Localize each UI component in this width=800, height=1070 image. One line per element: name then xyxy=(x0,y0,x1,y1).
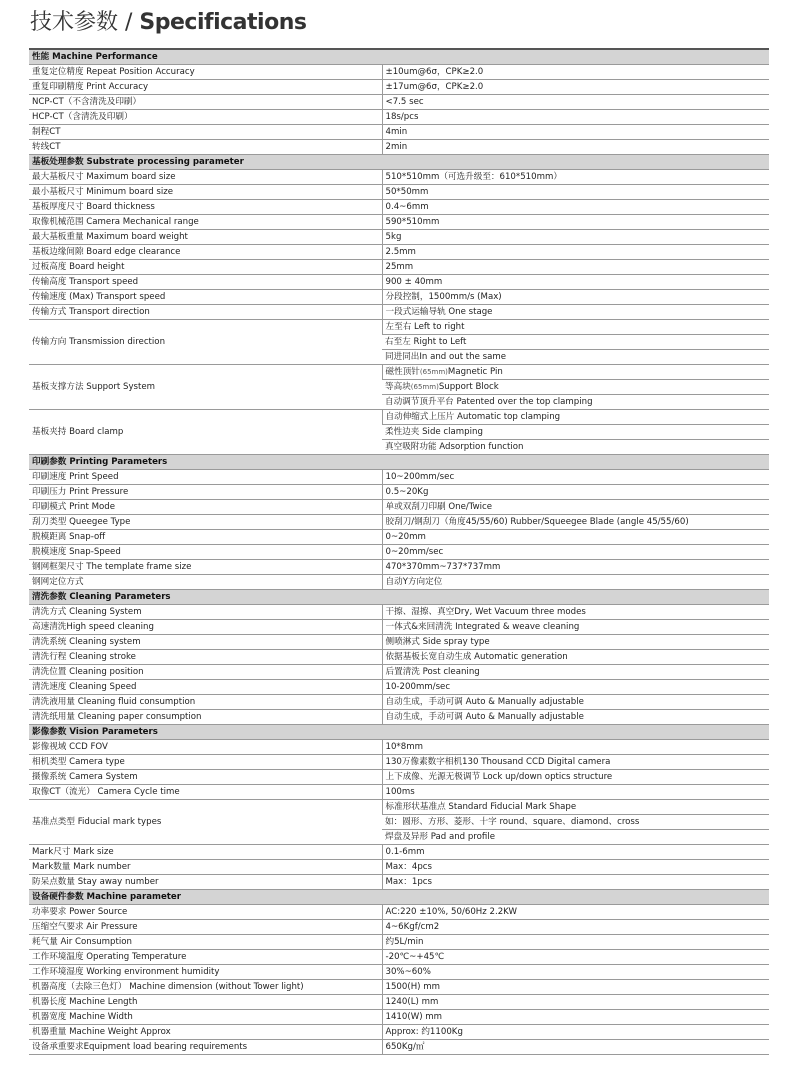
section-header-row xyxy=(29,725,769,740)
spec-value: 自动生成，手动可调 Auto & Manually adjustable xyxy=(382,710,769,725)
spec-label: 脱模速度 Snap-Speed xyxy=(29,545,382,560)
spec-value: 4~6Kgf/cm2 xyxy=(382,920,769,935)
spec-value: 510*510mm（可选升级至：610*510mm） xyxy=(382,170,769,185)
spec-value: 590*510mm xyxy=(382,215,769,230)
spec-row xyxy=(29,935,769,950)
spec-row xyxy=(29,545,769,560)
spec-value: 2min xyxy=(382,140,769,155)
spec-label: 最小基板尺寸 Minimum board size xyxy=(29,185,382,200)
spec-label: 制程CT xyxy=(29,125,382,140)
spec-value: 约5L/min xyxy=(382,935,769,950)
spec-row xyxy=(29,950,769,965)
spec-value: 后置清洗 Post cleaning xyxy=(382,665,769,680)
spec-value: 10*8mm xyxy=(382,740,769,755)
section-title: 设备硬件参数 Machine parameter xyxy=(29,890,769,905)
spec-row xyxy=(29,1040,769,1055)
spec-label: 最大基板重量 Maximum board weight xyxy=(29,230,382,245)
spec-label: 传输速度 (Max) Transport speed xyxy=(29,290,382,305)
spec-value: -20℃~+45℃ xyxy=(382,950,769,965)
spec-value: 依据基板长宽自动生成 Automatic generation xyxy=(382,650,769,665)
spec-row xyxy=(29,530,769,545)
spec-value: 1240(L) mm xyxy=(382,995,769,1010)
spec-label: 基板支撑方法 Support System xyxy=(29,365,382,410)
spec-label: 最大基板尺寸 Maximum board size xyxy=(29,170,382,185)
spec-label: 机器宽度 Machine Width xyxy=(29,1010,382,1025)
spec-value xyxy=(382,380,769,395)
spec-row xyxy=(29,665,769,680)
spec-row xyxy=(29,95,769,110)
spec-row xyxy=(29,230,769,245)
spec-row xyxy=(29,305,769,320)
spec-row xyxy=(29,410,769,425)
spec-value: 30%~60% xyxy=(382,965,769,980)
spec-label: 传输方向 Transmission direction xyxy=(29,320,382,365)
spec-value: ±17um@6σ，CPK≥2.0 xyxy=(382,80,769,95)
spec-value: 侧喷淋式 Side spray type xyxy=(382,635,769,650)
spec-row xyxy=(29,710,769,725)
spec-label: 功率要求 Power Source xyxy=(29,905,382,920)
spec-row xyxy=(29,875,769,890)
spec-label: 基准点类型 Fiducial mark types xyxy=(29,800,382,845)
spec-label: 清洗位置 Cleaning position xyxy=(29,665,382,680)
spec-row xyxy=(29,995,769,1010)
spec-row xyxy=(29,470,769,485)
section-header-row xyxy=(29,49,769,65)
section-title: 性能 Machine Performance xyxy=(29,49,769,65)
spec-row xyxy=(29,905,769,920)
spec-value-en: Support Block xyxy=(438,382,499,392)
spec-label: 钢网框架尺寸 The template frame size xyxy=(29,560,382,575)
spec-row xyxy=(29,845,769,860)
section-header-row xyxy=(29,155,769,170)
spec-value: Max：1pcs xyxy=(382,875,769,890)
spec-label: 基板厚度尺寸 Board thickness xyxy=(29,200,382,215)
spec-value: 同进同出In and out the same xyxy=(382,350,769,365)
spec-label: HCP-CT（含清洗及印刷） xyxy=(29,110,382,125)
spec-value: 900 ± 40mm xyxy=(382,275,769,290)
spec-value-cn: 等高块 xyxy=(385,382,411,392)
spec-value: 470*370mm~737*737mm xyxy=(382,560,769,575)
spec-value: 自动生成，手动可调 Auto & Manually adjustable xyxy=(382,695,769,710)
spec-label: 清洗液用量 Cleaning fluid consumption xyxy=(29,695,382,710)
spec-value: 25mm xyxy=(382,260,769,275)
spec-row xyxy=(29,965,769,980)
spec-label: 机器高度（去除三色灯） Machine dimension (without Tower light) xyxy=(29,980,382,995)
spec-value: 一体式&来回清洗 Integrated & weave cleaning xyxy=(382,620,769,635)
spec-value: 1410(W) mm xyxy=(382,1010,769,1025)
spec-value: ±10um@6σ，CPK≥2.0 xyxy=(382,65,769,80)
spec-value: AC:220 ±10%, 50/60Hz 2.2KW xyxy=(382,905,769,920)
spec-label: 重复印刷精度 Print Accuracy xyxy=(29,80,382,95)
spec-label: 重复定位精度 Repeat Position Accuracy xyxy=(29,65,382,80)
spec-table-body xyxy=(29,49,769,1055)
spec-value: 0.5~20Kg xyxy=(382,485,769,500)
spec-value: Approx: 约1100Kg xyxy=(382,1025,769,1040)
spec-value: 如：圆形、方形、菱形、十字 round、square、diamond、cross xyxy=(382,815,769,830)
spec-row xyxy=(29,695,769,710)
spec-row xyxy=(29,110,769,125)
spec-label: 影像视域 CCD FOV xyxy=(29,740,382,755)
spec-row xyxy=(29,740,769,755)
spec-label: 机器重量 Machine Weight Approx xyxy=(29,1025,382,1040)
spec-value: 0~20mm/sec xyxy=(382,545,769,560)
spec-label: 相机类型 Camera type xyxy=(29,755,382,770)
spec-row xyxy=(29,1010,769,1025)
spec-label: 传输方式 Transport direction xyxy=(29,305,382,320)
spec-row xyxy=(29,500,769,515)
section-title: 清洗参数 Cleaning Parameters xyxy=(29,590,769,605)
spec-value-size: (65mm) xyxy=(419,368,448,376)
spec-row xyxy=(29,920,769,935)
spec-row xyxy=(29,755,769,770)
spec-label: 取像CT（流光） Camera Cycle time xyxy=(29,785,382,800)
spec-row xyxy=(29,515,769,530)
spec-value: <7.5 sec xyxy=(382,95,769,110)
spec-label: 过板高度 Board height xyxy=(29,260,382,275)
spec-row xyxy=(29,275,769,290)
spec-value-en: Magnetic Pin xyxy=(447,367,503,377)
spec-label: 清洗纸用量 Cleaning paper consumption xyxy=(29,710,382,725)
spec-value-cn: 磁性顶针 xyxy=(385,367,420,377)
spec-row xyxy=(29,170,769,185)
spec-label: 设备承重要求Equipment load bearing requirements xyxy=(29,1040,382,1055)
spec-row xyxy=(29,140,769,155)
spec-label: 机器长度 Machine Length xyxy=(29,995,382,1010)
spec-label: 高速清洗High speed cleaning xyxy=(29,620,382,635)
spec-value: 一段式运输导轨 One stage xyxy=(382,305,769,320)
spec-row xyxy=(29,980,769,995)
spec-row xyxy=(29,215,769,230)
spec-row xyxy=(29,785,769,800)
spec-row xyxy=(29,125,769,140)
spec-row xyxy=(29,485,769,500)
spec-row xyxy=(29,605,769,620)
spec-label: 清洗方式 Cleaning System xyxy=(29,605,382,620)
spec-value: 左至右 Left to right xyxy=(382,320,769,335)
spec-value: 焊盘及异形 Pad and profile xyxy=(382,830,769,845)
spec-label: 工作环境温度 Operating Temperature xyxy=(29,950,382,965)
spec-label: 基板夹持 Board clamp xyxy=(29,410,382,455)
spec-value xyxy=(382,365,769,380)
spec-value: 130万像素数字相机130 Thousand CCD Digital camera xyxy=(382,755,769,770)
spec-value: 5kg xyxy=(382,230,769,245)
spec-row xyxy=(29,65,769,80)
spec-value: 0.1-6mm xyxy=(382,845,769,860)
spec-value: 4min xyxy=(382,125,769,140)
spec-row xyxy=(29,200,769,215)
spec-label: 传输高度 Transport speed xyxy=(29,275,382,290)
spec-row xyxy=(29,320,769,335)
spec-row xyxy=(29,80,769,95)
page-title-cn: 技术参数 xyxy=(30,10,119,35)
spec-value: 真空吸附功能 Adsorption function xyxy=(382,440,769,455)
spec-label: 清洗系统 Cleaning system xyxy=(29,635,382,650)
section-header-row xyxy=(29,590,769,605)
spec-row xyxy=(29,680,769,695)
spec-label: 印刷压力 Print Pressure xyxy=(29,485,382,500)
spec-label: Mark数量 Mark number xyxy=(29,860,382,875)
spec-value: 标准形状基准点 Standard Fiducial Mark Shape xyxy=(382,800,769,815)
page-title-separator: / xyxy=(118,10,140,35)
spec-row xyxy=(29,860,769,875)
spec-value: 自动伸缩式上压片 Automatic top clamping xyxy=(382,410,769,425)
section-header-row xyxy=(29,890,769,905)
spec-value: 0~20mm xyxy=(382,530,769,545)
spec-value: 100ms xyxy=(382,785,769,800)
spec-value: 0.4~6mm xyxy=(382,200,769,215)
spec-value: 胶刮刀/钢刮刀（角度45/55/60) Rubber/Squeegee Blade (angle 45/55/60) xyxy=(382,515,769,530)
spec-value: 分段控制，1500mm/s (Max) xyxy=(382,290,769,305)
page-title-en: Specifications xyxy=(139,10,307,35)
page-title xyxy=(30,8,306,38)
spec-row xyxy=(29,770,769,785)
spec-row xyxy=(29,620,769,635)
spec-label: 清洗速度 Cleaning Speed xyxy=(29,680,382,695)
spec-value: 50*50mm xyxy=(382,185,769,200)
spec-row xyxy=(29,245,769,260)
spec-label: 摄像系统 Camera System xyxy=(29,770,382,785)
spec-row xyxy=(29,800,769,815)
spec-row xyxy=(29,560,769,575)
spec-row xyxy=(29,575,769,590)
spec-label: 清洗行程 Cleaning stroke xyxy=(29,650,382,665)
section-title: 基板处理参数 Substrate processing parameter xyxy=(29,155,769,170)
spec-value: 右至左 Right to Left xyxy=(382,335,769,350)
section-title: 影像参数 Vision Parameters xyxy=(29,725,769,740)
spec-label: 转线CT xyxy=(29,140,382,155)
spec-value: 自动调节顶升平台 Patented over the top clamping xyxy=(382,395,769,410)
spec-row xyxy=(29,290,769,305)
spec-row xyxy=(29,650,769,665)
spec-label: 工作环境湿度 Working environment humidity xyxy=(29,965,382,980)
spec-value: 1500(H) mm xyxy=(382,980,769,995)
spec-value: 上下成像、光源无极调节 Lock up/down optics structure xyxy=(382,770,769,785)
spec-value: 650Kg/㎡ xyxy=(382,1040,769,1055)
spec-value: 干擦、湿擦、真空Dry, Wet Vacuum three modes xyxy=(382,605,769,620)
spec-label: 钢网定位方式 xyxy=(29,575,382,590)
spec-value: 自动Y方向定位 xyxy=(382,575,769,590)
spec-value: 10~200mm/sec xyxy=(382,470,769,485)
spec-label: NCP-CT（不含清洗及印刷） xyxy=(29,95,382,110)
section-title: 印刷参数 Printing Parameters xyxy=(29,455,769,470)
spec-row xyxy=(29,635,769,650)
spec-table xyxy=(29,48,769,1055)
spec-value: 柔性边夹 Side clamping xyxy=(382,425,769,440)
spec-label: 取像机械范围 Camera Mechanical range xyxy=(29,215,382,230)
spec-label: 压缩空气要求 Air Pressure xyxy=(29,920,382,935)
spec-label: 防呆点数量 Stay away number xyxy=(29,875,382,890)
spec-row xyxy=(29,260,769,275)
spec-label: 基板边缘间隙 Board edge clearance xyxy=(29,245,382,260)
spec-value: Max：4pcs xyxy=(382,860,769,875)
spec-row xyxy=(29,1025,769,1040)
spec-value: 18s/pcs xyxy=(382,110,769,125)
spec-value: 2.5mm xyxy=(382,245,769,260)
spec-row xyxy=(29,365,769,380)
spec-row xyxy=(29,185,769,200)
spec-label: 印刷速度 Print Speed xyxy=(29,470,382,485)
spec-value-size: (65mm) xyxy=(410,383,439,391)
spec-label: 耗气量 Air Consumption xyxy=(29,935,382,950)
spec-label: 刮刀类型 Queegee Type xyxy=(29,515,382,530)
spec-value: 单或双刮刀印刷 One/Twice xyxy=(382,500,769,515)
section-header-row xyxy=(29,455,769,470)
spec-label: 印刷模式 Print Mode xyxy=(29,500,382,515)
spec-label: 脱模距离 Snap-off xyxy=(29,530,382,545)
spec-value: 10-200mm/sec xyxy=(382,680,769,695)
spec-label: Mark尺寸 Mark size xyxy=(29,845,382,860)
